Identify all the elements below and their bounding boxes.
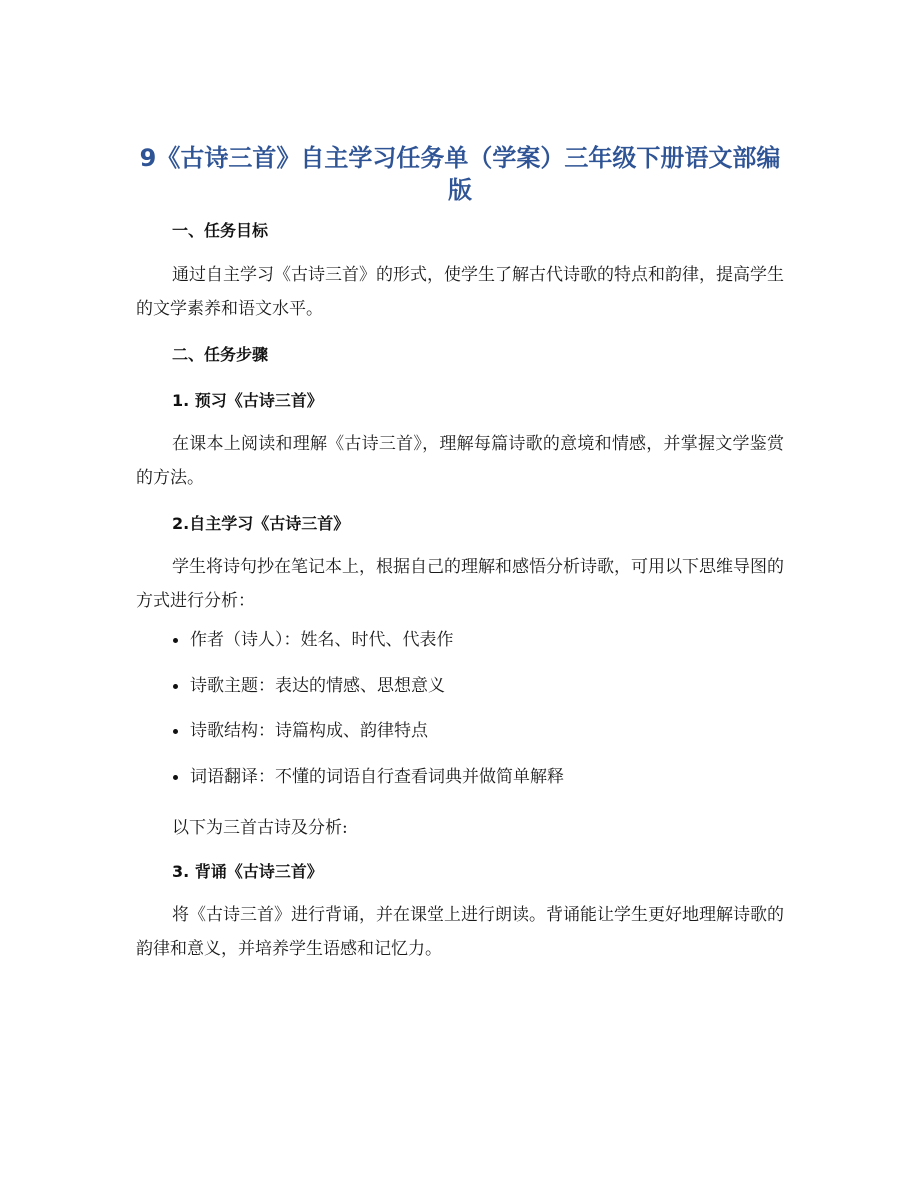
- bullet-dot-icon: [173, 729, 178, 734]
- bullet-item-vocabulary: [172, 765, 564, 811]
- bullet-item-structure: [172, 719, 564, 765]
- bullet-text: 作者（诗人）：姓名、时代、代表作: [190, 630, 454, 650]
- bullet-dot-icon: [173, 638, 178, 643]
- poems-intro-line: 以下为三首古诗及分析:: [172, 818, 348, 838]
- goals-paragraph: 通过自主学习《古诗三首》的形式，使学生了解古代诗歌的特点和韵律，提高学生的文学素养和语文水平。: [136, 265, 784, 319]
- bullet-text: 词语翻译：不懂的词语自行查看词典并做简单解释: [190, 766, 564, 787]
- step-3-heading: 3. 背诵《古诗三首》: [172, 862, 323, 881]
- step-1-paragraph: 在课本上阅读和理解《古诗三首》，理解每篇诗歌的意境和情感，并掌握文学鉴赏的方法。: [136, 434, 784, 488]
- bullet-dot-icon: [173, 775, 178, 780]
- bullet-dot-icon: [173, 684, 178, 689]
- bullet-text: 诗歌主题：表达的情感、思想意义: [190, 675, 445, 696]
- bullet-text: 诗歌结构：诗篇构成、韵律特点: [190, 721, 428, 741]
- document-title: 9《古诗三首》自主学习任务单（学案）三年级下册语文部编版: [139, 144, 781, 204]
- section-heading-steps: 二、任务步骤: [172, 345, 269, 364]
- section-heading-goals: 一、任务目标: [172, 221, 269, 240]
- analysis-bullet-list: [172, 628, 564, 810]
- step-2-heading: 2.自主学习《古诗三首》: [172, 514, 350, 533]
- bullet-item-theme: [172, 674, 564, 720]
- step-1-heading: 1. 预习《古诗三首》: [172, 391, 323, 410]
- bullet-item-author: [172, 628, 564, 674]
- step-2-paragraph: 学生将诗句抄在笔记本上，根据自己的理解和感悟分析诗歌，可用以下思维导图的方式进行分析：: [136, 557, 784, 611]
- step-3-paragraph: 将《古诗三首》进行背诵，并在课堂上进行朗读。背诵能让学生更好地理解诗歌的韵律和意义，并培养学生语感和记忆力。: [136, 905, 784, 959]
